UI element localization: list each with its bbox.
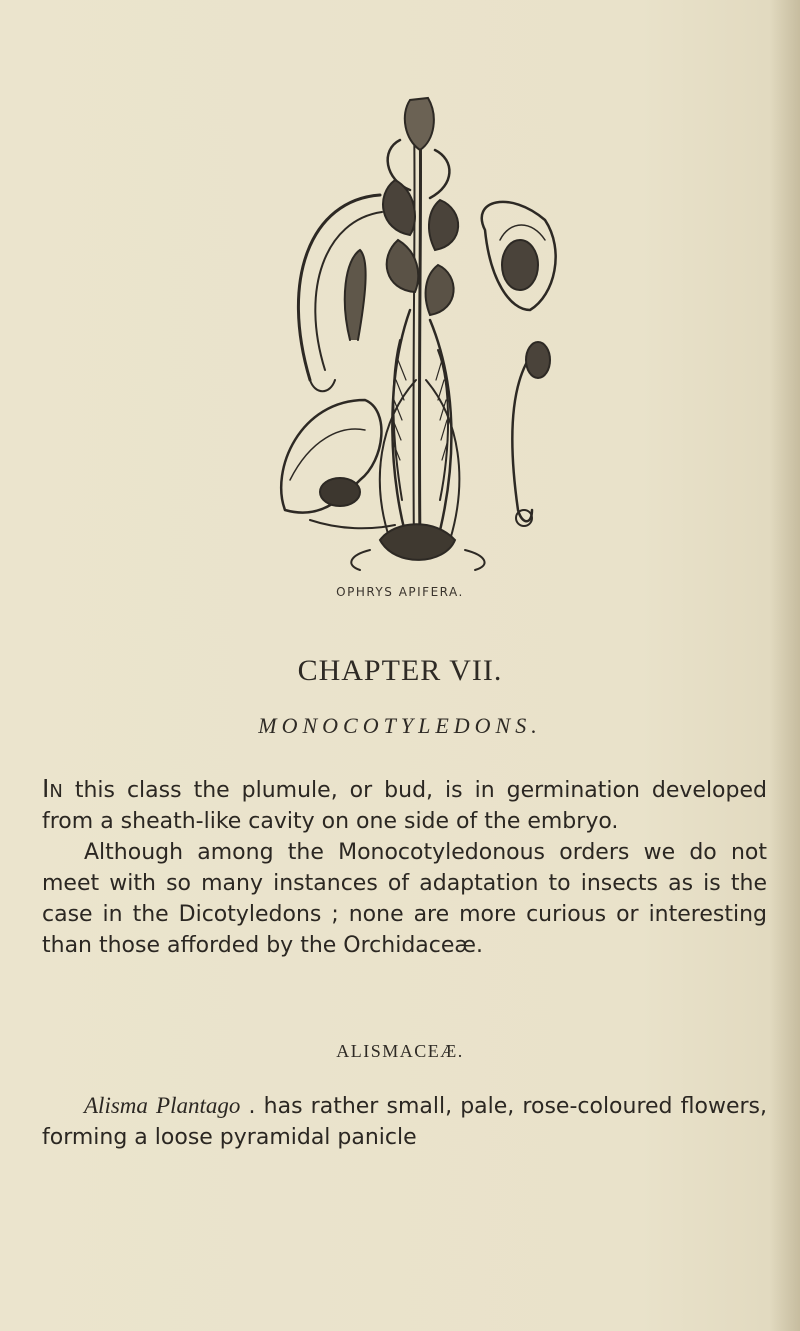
drop-lead: In — [42, 774, 63, 803]
section-text — [42, 1090, 767, 1153]
intro-text — [42, 773, 767, 961]
orchid-illustration — [270, 80, 570, 585]
paragraph-1-text: this class the plumule, or bud, is in germination developed from a sheath-like cavity on one side of the embryo. — [42, 778, 767, 834]
section-heading: ALISMACEÆ. — [336, 1041, 464, 1061]
paragraph-2: Although among the Monocotyledonous orders we do not meet with so many instances of adaptation to insects as is the case in the Dicotyledons ; none are more curious or interesting than those afforded by the Orchidaceæ. — [42, 840, 767, 958]
paragraph-3: Alisma Plantago . has rather small, pale, rose-coloured flowers, forming a loose pyramidal panicle — [42, 1093, 767, 1150]
species-name: Plantago — [156, 1093, 241, 1118]
figure-caption: OPHRYS APIFERA. — [336, 585, 464, 599]
chapter-subtitle: MONOCOTYLEDONS. — [258, 713, 542, 738]
chapter-title: CHAPTER VII. — [297, 654, 503, 687]
genus-name: Alisma — [84, 1093, 148, 1118]
paragraph-3-text: has rather small, pale, rose-coloured flowers, forming a loose pyramidal panicle — [42, 1094, 767, 1150]
paragraph-1 — [42, 773, 767, 837]
ophrys-engraving — [270, 80, 570, 585]
